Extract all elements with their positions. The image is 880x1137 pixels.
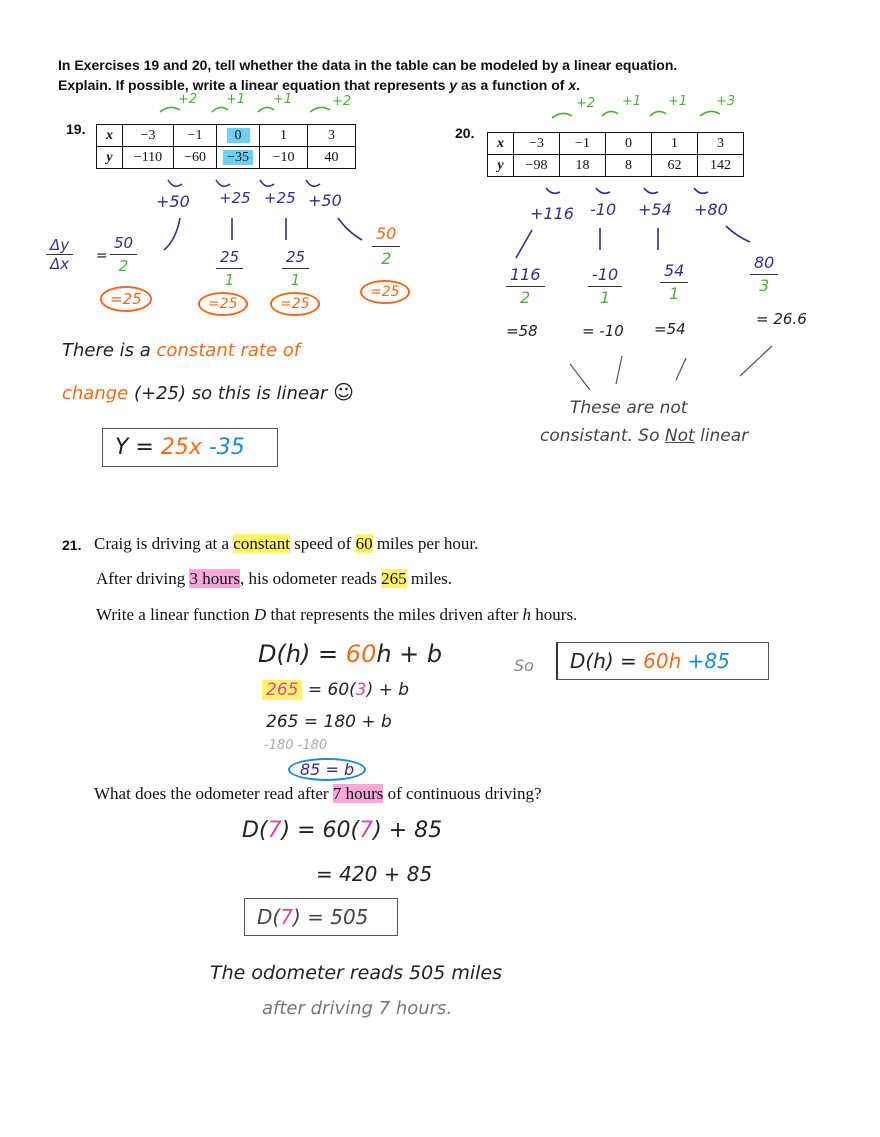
ex20-x-label: x	[497, 135, 504, 151]
ex21-work-line2: 265 = 60(3) + b	[262, 680, 409, 700]
ex21-final-line1: The odometer reads 505 miles	[210, 962, 502, 984]
ex19-fraction-1: $\frac{50}{2}$	[110, 232, 137, 277]
ex19-x-diff-2: +1	[226, 92, 246, 107]
ex19-y-cell: −110	[123, 147, 174, 169]
ex20-note-line2: consistant. So Not linear	[540, 426, 749, 446]
ex19-y-diff-1: +50	[156, 192, 190, 211]
arrow-curve	[260, 180, 274, 186]
ex19-x-cell: 3	[308, 125, 356, 147]
ex20-result-3: =54	[654, 320, 686, 338]
arrow-up	[516, 230, 532, 258]
ex20-result-1: =58	[506, 322, 538, 340]
ex20-y-cell: 8	[606, 155, 652, 177]
ex20-y-cell: 62	[652, 155, 698, 177]
ex20-x-diff-3: +1	[668, 94, 688, 109]
ex20-fraction-2: $\frac{-10}{1}$	[588, 264, 622, 309]
exercise-20-number: 20.	[455, 125, 475, 141]
ex20-y-cell: −98	[514, 155, 560, 177]
ex19-fraction-3: $\frac{25}{1}$	[282, 246, 309, 291]
arrow-curve	[258, 107, 274, 112]
ex19-x-cell: −3	[123, 125, 174, 147]
arrow-curve	[650, 111, 666, 116]
ex19-fraction-4: $\frac{50}{2}$	[372, 222, 400, 271]
ex20-x-cell: −1	[560, 133, 606, 155]
arrow-curve	[310, 107, 330, 112]
arrow-curve	[602, 111, 618, 116]
ex21-work2-line2: = 420 + 85	[316, 862, 433, 886]
ex21-work-line4: -180 -180	[264, 738, 328, 753]
ex20-result-4: = 26.6	[756, 310, 807, 328]
ex19-y-cell: −35	[223, 150, 253, 165]
ex20-x-cell: −3	[514, 133, 560, 155]
ex21-work-line3: 265 = 180 + b	[266, 712, 392, 732]
ex20-fraction-4: $\frac{80}{3}$	[750, 252, 778, 297]
arrow-curve	[216, 180, 230, 186]
ex20-fraction-1: $\frac{116}{2}$	[506, 264, 545, 309]
arrow-up	[338, 218, 362, 240]
arrow-curve	[212, 107, 228, 112]
ex19-x-cell: 0	[227, 128, 250, 143]
arrow-up	[740, 346, 772, 376]
ex20-result-2: = -10	[582, 322, 624, 340]
ex21-work-line1: D(h) = 60h + b	[258, 640, 443, 668]
instructions-line2: Explain. If possible, write a linear equation that represents y as a function of x.	[58, 77, 581, 93]
ex21-work-result: 85 = b	[288, 758, 366, 781]
ex20-x-cell: 1	[652, 133, 698, 155]
ex20-x-cell: 0	[606, 133, 652, 155]
ex19-x-diff-4: +2	[332, 94, 352, 109]
ex20-note-line1: These are not	[570, 398, 688, 418]
ex20-y-label: y	[497, 157, 504, 173]
ex19-answer-box: Y = 25x -35	[102, 428, 278, 467]
smiley-icon: ☺	[333, 380, 355, 404]
arrow-curve	[168, 180, 182, 186]
arrow-curve	[306, 180, 320, 186]
ex19-result-2: =25	[198, 296, 248, 312]
ex19-fraction-2: $\frac{25}{1}$	[216, 246, 243, 291]
ex21-final-line2: after driving 7 hours.	[262, 998, 453, 1019]
ex19-note-line2: change (+25) so this is linear ☺	[62, 380, 355, 404]
ex19-equals: =	[96, 248, 108, 264]
arrow-curve	[644, 188, 658, 193]
arrow-up	[570, 364, 590, 390]
ex19-y-cell: −60	[174, 147, 217, 169]
ex19-result-1: =25	[100, 290, 152, 308]
ex21-so-label: So	[514, 656, 534, 675]
ex21-answer-box: D(h) = 60h +85	[556, 642, 769, 680]
arrow-up	[164, 218, 180, 250]
ex21-question2: What does the odometer read after 7 hours of continuous driving?	[94, 784, 542, 803]
ex20-y-diff-1: +116	[530, 204, 574, 223]
arrow-curve	[596, 188, 610, 193]
arrow-up	[616, 356, 622, 384]
ex20-y-diff-4: +80	[694, 200, 728, 219]
ex21-answer2-box: D(7) = 505	[244, 898, 398, 936]
ex19-y-label: y	[106, 149, 113, 165]
ex21-work2-line1: D(7) = 60(7) + 85	[242, 818, 443, 843]
instructions-line1: In Exercises 19 and 20, tell whether the data in the table can be modeled by a linear equation.	[58, 57, 678, 73]
ex20-y-cell: 142	[698, 155, 744, 177]
ex19-x-diff-1: +2	[178, 92, 198, 107]
arrow-up	[726, 226, 750, 242]
ex21-line1: Craig is driving at a constant speed of 60 miles per hour.	[94, 534, 479, 553]
ex20-x-cell: 3	[698, 133, 744, 155]
arrow-up	[676, 358, 686, 380]
ex20-x-diff-4: +3	[716, 94, 736, 109]
ex20-x-diff-2: +1	[622, 94, 642, 109]
ex20-y-cell: 18	[560, 155, 606, 177]
ex20-x-diff-1: +2	[576, 96, 596, 111]
ex19-result-3: =25	[270, 296, 320, 312]
ex19-y-diff-2: +25	[219, 189, 251, 207]
exercise-21-number: 21.	[62, 537, 82, 553]
ex19-note-line1: There is a constant rate of	[62, 340, 301, 361]
ex20-fraction-3: $\frac{54}{1}$	[660, 260, 688, 305]
ex19-y-cell: −10	[260, 147, 308, 169]
arrow-curve	[160, 107, 180, 112]
arrow-curve	[546, 188, 560, 193]
ex19-x-label: x	[106, 127, 113, 143]
arrow-curve	[700, 111, 720, 116]
arrow-curve	[694, 188, 708, 193]
ex20-y-diff-2: -10	[590, 200, 617, 219]
exercise-19-number: 19.	[66, 121, 86, 137]
ex20-y-diff-3: +54	[638, 200, 672, 219]
ex21-line2: After driving 3 hours, his odometer reads 265 miles.	[96, 569, 453, 588]
arrow-curve	[552, 113, 572, 118]
ex19-x-diff-3: +1	[273, 92, 293, 107]
ex19-x-cell: 1	[260, 125, 308, 147]
ex19-y-diff-4: +50	[308, 191, 342, 210]
ex21-line3: Write a linear function D that represents the miles driven after h hours.	[96, 605, 578, 624]
ex19-result-4: =25	[360, 284, 410, 300]
ex19-delta-label: $\frac{\Delta y}{\Delta x}$	[46, 236, 73, 273]
ex19-x-cell: −1	[174, 125, 217, 147]
ex19-y-cell: 40	[308, 147, 356, 169]
ex19-y-diff-3: +25	[264, 189, 296, 207]
